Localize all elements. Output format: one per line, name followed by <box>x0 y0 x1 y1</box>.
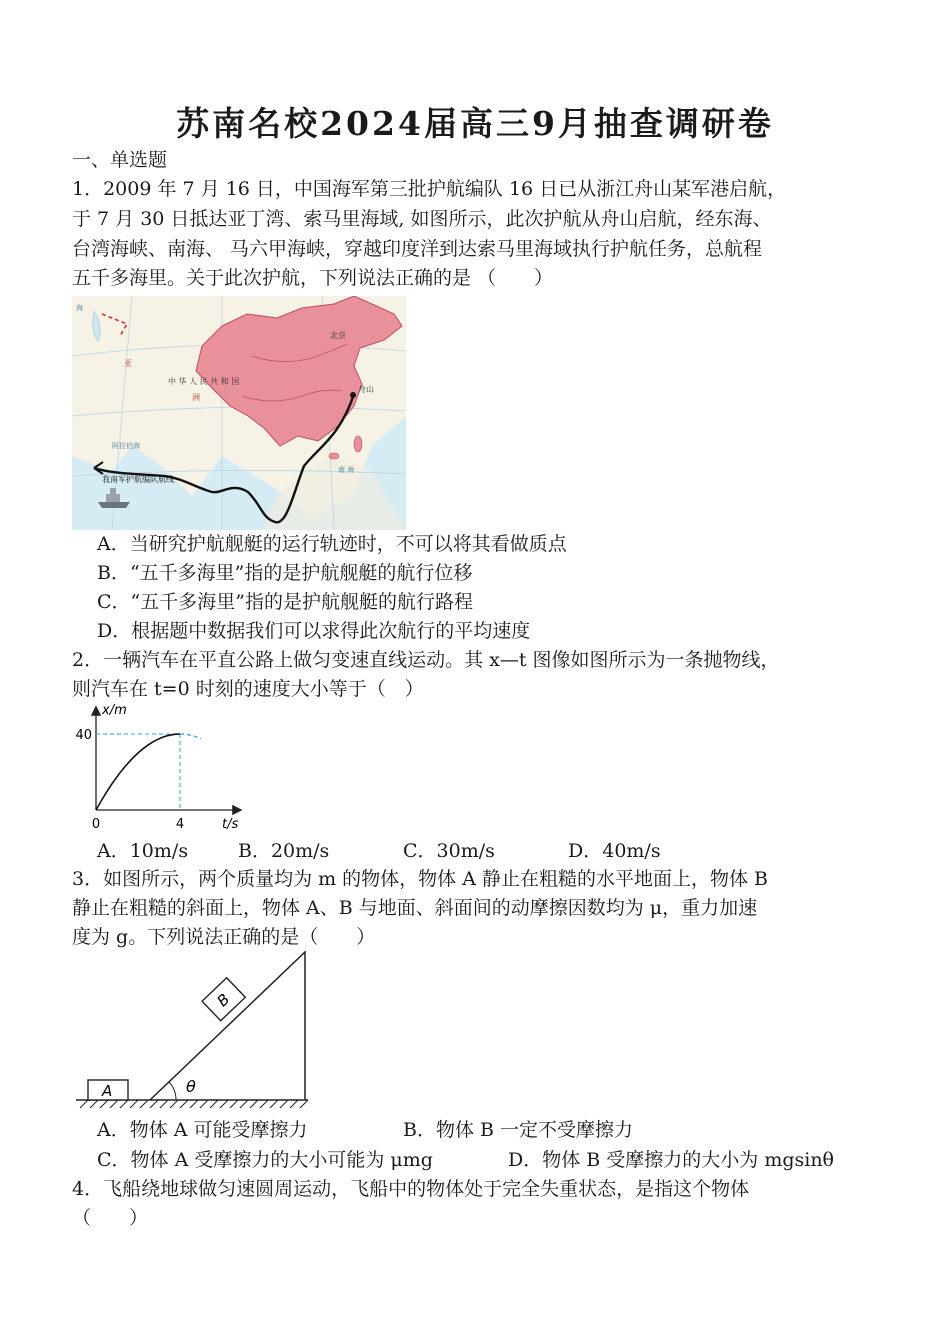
map-route-label: 我南军护航编队航线 <box>102 475 174 484</box>
incline-triangle <box>150 952 305 1100</box>
angle-label: θ <box>186 1077 196 1096</box>
q2-option-b: B．20m/s <box>238 840 330 862</box>
q1-line-4: 五千多海里。关于此次护航，下列说法正确的是 （ ） <box>72 267 554 289</box>
q2-xt-chart <box>72 702 262 836</box>
map-label-beijing: 北京 <box>330 331 346 340</box>
q2-xlabel: t/s <box>222 817 239 832</box>
q1-option-d: D．根据题中数据我们可以求得此次航行的平均速度 <box>97 620 531 642</box>
q3-option-b: B．物体 B 一定不受摩擦力 <box>403 1119 634 1141</box>
map-zhoushan-dot <box>350 392 356 398</box>
q4-line-1: 4．飞船绕地球做匀速圆周运动，飞船中的物体处于完全失重状态，是指这个物体 <box>72 1178 750 1200</box>
q1-route-map <box>72 296 406 530</box>
q2-series-dashed <box>180 734 201 739</box>
q3-line-1: 3．如图所示，两个质量均为 m 的物体，物体 A 静止在粗糙的水平地面上，物体 B <box>72 868 768 890</box>
q2-line-2: 则汽车在 t=0 时刻的速度大小等于（ ） <box>72 678 424 700</box>
block-a-label: A <box>102 1082 113 1100</box>
q3-option-d: D．物体 B 受摩擦力的大小为 mgsinθ <box>508 1149 834 1171</box>
section-heading: 一、单选题 <box>72 149 168 171</box>
block-b-label: B <box>213 990 234 1011</box>
ground-hatching <box>80 1100 308 1108</box>
map-label-zhou: 洲 <box>192 393 200 402</box>
q2-line-1: 2．一辆汽车在平直公路上做匀变速直线运动。其 x—t 图像如图所示为一条抛物线， <box>72 649 780 671</box>
angle-arc <box>169 1082 176 1100</box>
q2-option-c: C．30m/s <box>403 840 495 862</box>
q1-line-3: 台湾海峡、南海、 马六甲海峡，穿越印度洋到达索马里海域执行护航任务，总航程 <box>72 238 763 260</box>
q1-option-c: C．“五千多海里”指的是护航舰艇的航行路程 <box>97 591 473 613</box>
q2-xtick-0: 0 <box>91 817 101 832</box>
q2-ylabel: x/m <box>102 703 127 718</box>
q3-line-3: 度为 g。下列说法正确的是（ ） <box>72 926 376 948</box>
q2-ytick-40: 40 <box>75 728 92 743</box>
q1-option-a: A．当研究护航舰艇的运行轨迹时，不可以将其看做质点 <box>97 533 567 555</box>
q3-line-2: 静止在粗糙的斜面上，物体 A、B 与地面、斜面间的动摩擦因数均为 μ，重力加速 <box>72 897 758 919</box>
q1-line-2: 于 7 月 30 日抵达亚丁湾、索马里海域, 如图所示，此次护航从舟山启航，经东海、 <box>72 208 772 230</box>
q2-series-solid <box>96 734 180 810</box>
map-label-china: 中 华 人 民 共 和 国 <box>168 377 240 386</box>
page-title: 苏南名校2024届高三9月抽查调研卷 <box>176 104 774 143</box>
q2-xtick-4: 4 <box>175 817 185 832</box>
map-label-ya: 亚 <box>124 359 132 368</box>
q1-option-b: B．“五千多海里”指的是护航舰艇的航行位移 <box>97 562 473 584</box>
map-label-zhoushan: 舟山 <box>358 385 374 394</box>
q4-line-2: （ ） <box>72 1207 149 1229</box>
map-label-arabian: 阿拉伯海 <box>112 442 140 450</box>
q3-option-c: C．物体 A 受摩擦力的大小可能为 μmg <box>97 1149 433 1171</box>
map-label-sea: 海 <box>76 304 83 312</box>
q1-line-1: 1．2009 年 7 月 16 日，中国海军第三批护航编队 16 日已从浙江舟山某军港启航， <box>72 178 787 200</box>
q3-option-a: A．物体 A 可能受摩擦力 <box>97 1119 308 1141</box>
q2-option-d: D．40m/s <box>568 840 661 862</box>
map-label-nanhai: 南 海 <box>338 466 355 474</box>
q2-option-a: A．10m/s <box>97 840 189 862</box>
q3-incline-figure <box>72 948 312 1118</box>
